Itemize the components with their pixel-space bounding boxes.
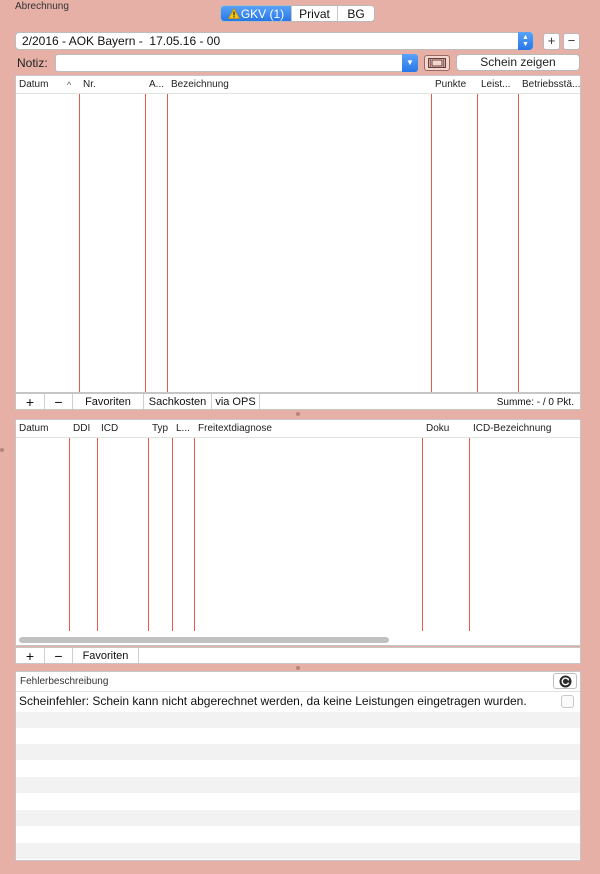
column-header-icd-bezeichnung[interactable]: ICD-Bezeichnung [473,423,552,434]
remove-leistung-button[interactable]: − [45,394,73,409]
column-divider [422,438,423,631]
column-header-leist[interactable]: Leist... [481,79,511,90]
segment-bg-label: BG [347,6,365,21]
column-header-icd[interactable]: ICD [101,423,119,434]
column-divider [167,94,168,392]
diagnosen-table-header [16,420,580,438]
panel-toggle-icon [428,58,446,68]
column-divider [97,438,98,631]
leistungen-table-header [16,76,580,94]
schein-zeigen-button[interactable]: Schein zeigen [456,54,580,71]
remove-schein-button[interactable]: − [563,33,580,50]
favoriten-button[interactable]: Favoriten [73,648,139,663]
via-ops-button[interactable]: via OPS [212,394,260,409]
empty-row [16,728,580,744]
column-divider [69,438,70,631]
column-header-datum[interactable]: Datum [19,79,49,90]
add-schein-button[interactable]: + [543,33,560,50]
billing-type-segmented-control [220,5,375,22]
fehler-row-checkbox[interactable] [561,695,574,708]
side-split-handle-icon[interactable] [0,448,4,452]
warning-icon [228,8,240,19]
empty-row [16,843,580,859]
schein-popup[interactable] [15,32,534,50]
remove-diagnose-button[interactable]: − [45,648,73,663]
add-diagnose-button[interactable]: + [16,648,45,663]
column-divider [148,438,149,631]
column-header-datum[interactable]: Datum [19,423,49,434]
fehler-row-text: Scheinfehler: Schein kann nicht abgerechnet werden, da keine Leistungen eingetragen wurden. [19,694,527,708]
column-header-a[interactable]: A... [149,79,165,90]
chevron-down-icon[interactable]: ▼ [402,54,418,72]
empty-row [16,810,580,826]
horizontal-scrollbar[interactable] [19,637,389,643]
fehler-panel [15,671,581,861]
fehler-row[interactable] [16,693,580,709]
refresh-button[interactable] [553,673,577,689]
empty-row [16,760,580,776]
column-header-bezeichnung[interactable]: Bezeichnung [171,79,229,90]
panel-toggle-button[interactable] [424,55,450,71]
sachkosten-button[interactable]: Sachkosten [144,394,212,409]
split-handle-icon[interactable] [296,666,300,670]
leistungen-table [15,75,581,393]
leistungen-toolbar [15,393,581,410]
window-title: Abrechnung [15,1,69,12]
sort-ascending-icon: ^ [67,80,72,90]
column-header-betriebsstaette[interactable]: Betriebsstä... [522,79,581,90]
empty-row [16,777,580,793]
column-divider [79,94,80,392]
column-divider [194,438,195,631]
empty-row [16,712,580,728]
segment-bg[interactable] [337,6,374,21]
column-header-freitextdiagnose[interactable]: Freitextdiagnose [198,423,272,434]
column-header-l[interactable]: L... [176,423,190,434]
fehler-header [16,672,580,692]
fehler-title: Fehlerbeschreibung [20,676,109,687]
column-header-punkte[interactable]: Punkte [435,79,467,90]
column-header-nr[interactable]: Nr. [83,79,96,90]
column-header-ddi[interactable]: DDI [73,423,91,434]
empty-row [16,793,580,809]
column-divider [477,94,478,392]
column-header-typ[interactable]: Typ [152,423,169,434]
column-divider [518,94,519,392]
empty-row [16,744,580,760]
segment-gkv[interactable] [221,6,291,21]
diagnosen-toolbar [15,647,581,664]
diagnosen-table [15,419,581,646]
empty-row [16,826,580,842]
segment-privat-label: Privat [299,6,330,21]
popup-stepper-icon[interactable]: ▲ ▼ [518,32,533,50]
segment-privat[interactable] [291,6,337,21]
split-handle-icon[interactable] [296,412,300,416]
schein-popup-value: 2/2016 - AOK Bayern - 17.05.16 - 00 [22,34,221,48]
notiz-combobox[interactable] [55,54,418,72]
summe-label: Summe: - / 0 Pkt. [496,397,574,408]
notiz-label: Notiz: [17,56,48,70]
favoriten-button[interactable]: Favoriten [73,394,144,409]
column-header-doku[interactable]: Doku [426,423,450,434]
column-divider [469,438,470,631]
column-divider [172,438,173,631]
segment-gkv-label: GKV (1) [240,6,285,21]
add-leistung-button[interactable]: + [16,394,45,409]
refresh-icon [559,675,572,688]
column-divider [431,94,432,392]
column-divider [145,94,146,392]
